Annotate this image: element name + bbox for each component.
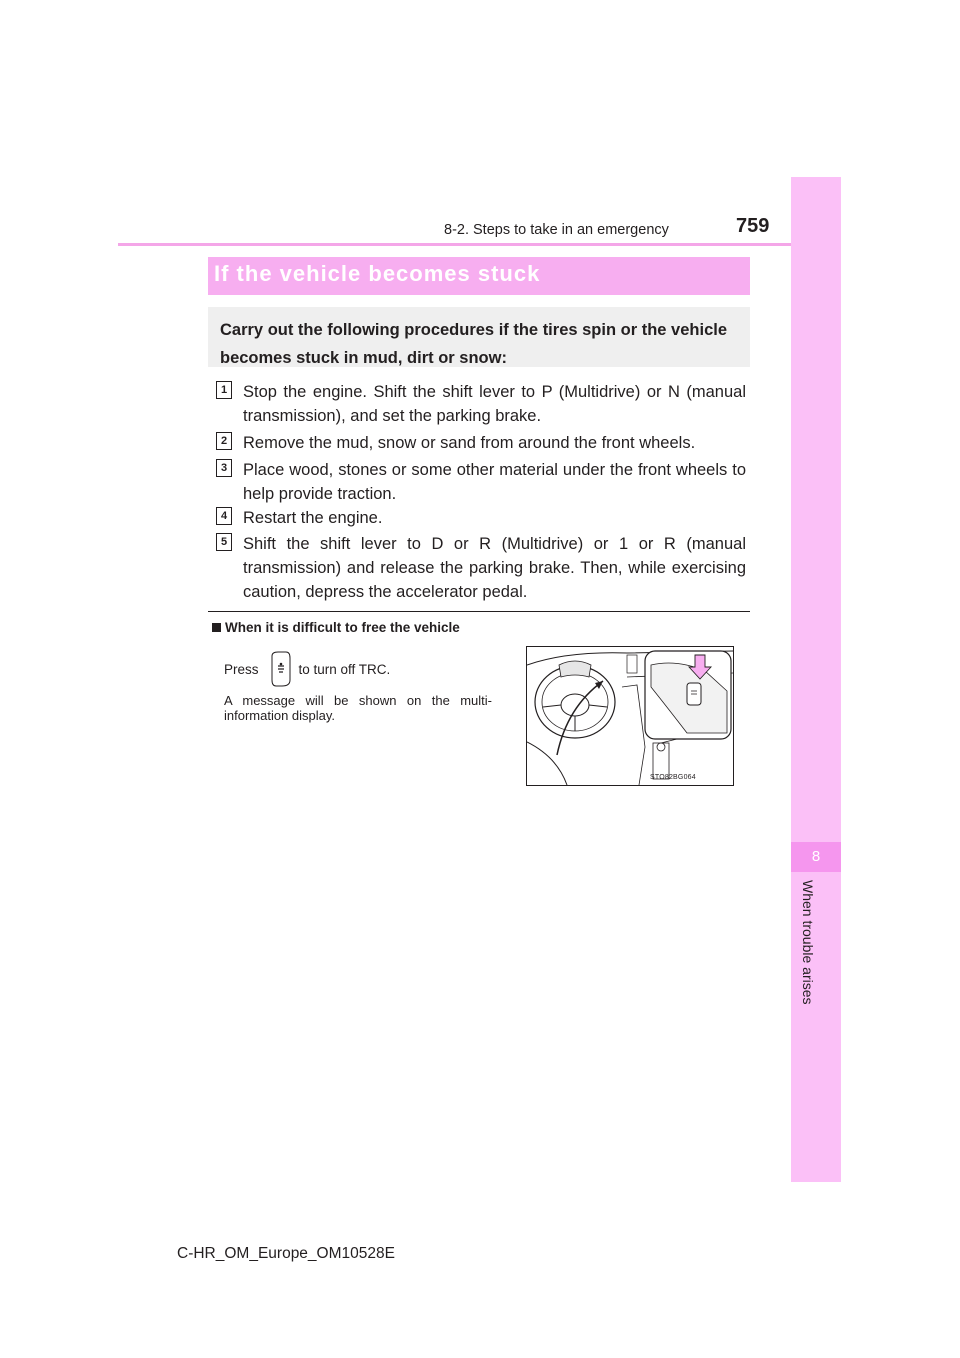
dashboard-drawing [527, 647, 733, 785]
step-number-4: 4 [216, 507, 232, 525]
chapter-side-tab [791, 177, 841, 1182]
press-rest: to turn off TRC. [298, 662, 391, 677]
press-instruction [224, 662, 390, 677]
figure-code: STO82BG064 [650, 774, 696, 781]
step-text-1: Stop the engine. Shift the shift lever to P (Multidrive) or N (manual transmission), and set the parking brake. [243, 383, 746, 425]
chapter-title: When trouble arises [800, 880, 816, 1005]
section-divider [208, 611, 750, 612]
square-bullet-icon [212, 623, 221, 632]
step-text-3: Place wood, stones or some other material under the front wheels to help provide traction. [243, 461, 746, 503]
intro-text: Carry out the following procedures if the tires spin or the vehicle becomes stuck in mud, dirt or snow: [220, 321, 728, 367]
dashboard-illustration [526, 646, 734, 786]
note-heading-text: When it is difficult to free the vehicle [225, 620, 460, 635]
step-text-5: Shift the shift lever to D or R (Multidrive) or 1 or R (manual transmission) and release the parking brake. Then, while exercising caution, depress the accelerator pedal. [243, 535, 746, 601]
note-heading [212, 620, 460, 635]
trc-off-switch-icon [270, 650, 292, 688]
page-number: 759 [736, 215, 770, 237]
step-text-2: Remove the mud, snow or sand from around the front wheels. [243, 434, 696, 452]
section-reference: 8-2. Steps to take in an emergency [444, 222, 669, 238]
document-id: C-HR_OM_Europe_OM10528E [177, 1245, 395, 1262]
step-number-1: 1 [216, 381, 232, 399]
step-number-2: 2 [216, 432, 232, 450]
press-word: Press [224, 662, 259, 677]
step-text-4: Restart the engine. [243, 509, 383, 527]
header-rule [118, 243, 840, 246]
message-note: A message will be shown on the multi-information display. [224, 693, 492, 723]
step-number-3: 3 [216, 459, 232, 477]
step-number-5: 5 [216, 533, 232, 551]
section-title: If the vehicle becomes stuck [214, 261, 541, 286]
chapter-number: 8 [811, 848, 821, 865]
